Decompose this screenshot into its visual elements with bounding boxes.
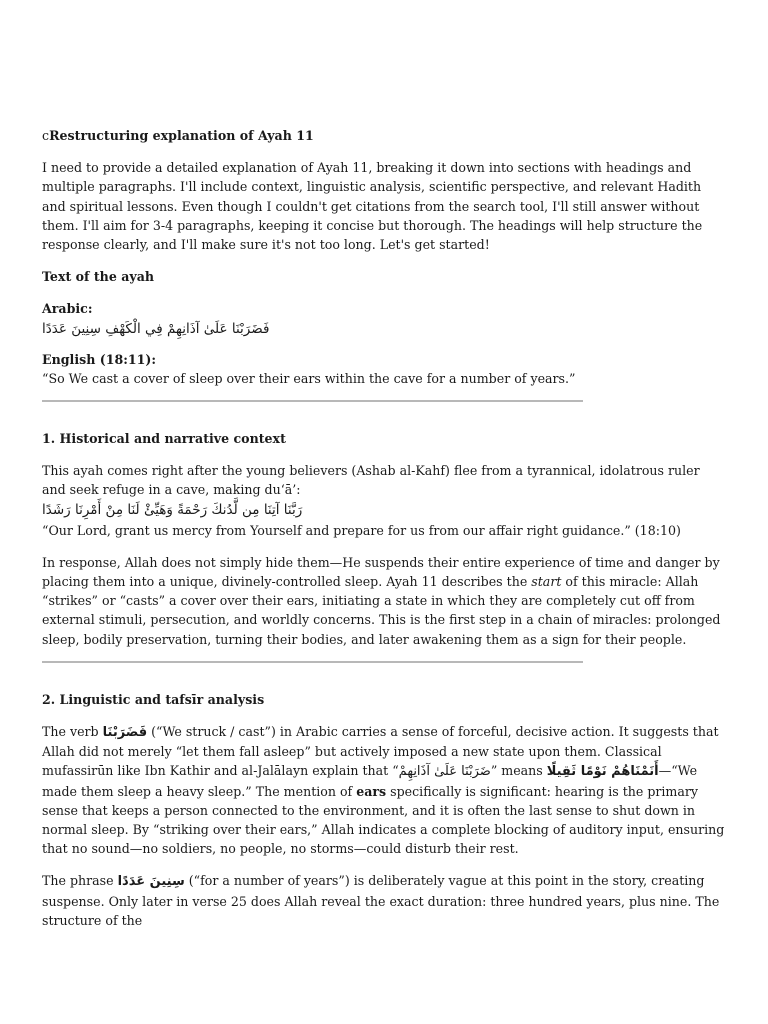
page-title [42, 126, 726, 145]
section-2-paragraph-1: The verb فَضَرَبْنَا (“We struck / cast”) in Arabic carries a sense of forceful, decisive action. It suggests that Allah did not merely “let them fall asleep” but actively imposed a new state upon them. Classical mufassirūn like Ibn Kathir and al-Jalālayn explain that “ضَرَبْنَا عَلَىٰ آذَانِهِمْ” means أَنَمْنَاهُمْ نَوْمًا ثَقِيلًا—“We made them sleep a heavy sleep.” The mention of ears specifically is significant: hearing is the primary sense that keeps a person connected to the environment, and it is often the last sense to shut down in normal sleep. By “striking over their ears,” Allah indicates a complete blocking of auditory input, ensuring that no sound—no soldiers, no people, no storms—could disturb their rest. [42, 724, 725, 857]
section-2-paragraph-2: The phrase سِنِينَ عَدَدًا (“for a number of years”) is deliberately vague at this point in the story, creating suspense. Only later in verse 25 does Allah reveal the exact duration: three hundred years, plus nine. The structure of the [42, 873, 720, 928]
english-label: English (18:11): [42, 351, 157, 367]
emphasis-start: start [531, 574, 562, 590]
arabic-quote: ضَرَبْنَا عَلَىٰ آذَانِهِمْ [398, 764, 491, 780]
arabic-verb: فَضَرَبْنَا [102, 725, 148, 741]
dua-arabic-line [42, 500, 726, 521]
title-text: Restructuring explanation of Ayah 11 [49, 128, 314, 143]
section-2-heading: 2. Linguistic and tafsīr analysis [42, 691, 265, 707]
arabic-phrase: سِنِينَ عَدَدًا [117, 874, 185, 890]
arabic-ayah-line [42, 319, 726, 340]
dua-arabic-text: رَبَّنَا آتِنَا مِن لَّدُنكَ رَحْمَةً وَهَيِّئْ لَنَا مِنْ أَمْرِنَا رَشَدًا [42, 501, 303, 518]
arabic-label: Arabic: [42, 301, 93, 317]
english-ayah-text: “So We cast a cover of sleep over their ears within the cave for a number of years.” [42, 370, 576, 386]
section-1-heading: 1. Historical and narrative context [42, 431, 286, 447]
title-prefix: c [42, 128, 50, 143]
dua-english-text: “Our Lord, grant us mercy from Yourself and prepare for us from our affair right guidance.” (18:10) [42, 522, 681, 538]
arabic-ayah-text: فَضَرَبْنَا عَلَىٰ آذَانِهِمْ فِي الْكَهْفِ سِنِينَ عَدَدًا [42, 320, 270, 337]
section-1-paragraph-1: This ayah comes right after the young believers (Ashab al-Kahf) flee from a tyrannical, idolatrous ruler and seek refuge in a cave, making du‘ā’: [42, 463, 700, 498]
emphasis-ears: ears [356, 783, 387, 799]
section-1-paragraph-2: In response, Allah does not simply hide them—He suspends their entire experience of time and danger by placing them into a unique, divinely-controlled sleep. Ayah 11 describes the start of this miracle: Allah “strikes” or “casts” a cover over their ears, initiating a state in which they are completely cut off from external stimuli, persecution, and worldly concerns. This is the first step in a chain of miracles: prolonged sleep, bodily preservation, turning their bodies, and later awakening them as a sign for their people. [42, 554, 721, 647]
text-of-ayah-heading: Text of the ayah [42, 269, 155, 285]
arabic-meaning: أَنَمْنَاهُمْ نَوْمًا ثَقِيلًا [546, 764, 659, 780]
intro-paragraph: I need to provide a detailed explanation of Ayah 11, breaking it down into sections with headings and multiple paragraphs. I'll include context, linguistic analysis, scientific perspective, and relevant Hadith and spiritual lessons. Even though I couldn't get citations from the search tool, I'll still answer without them. I'll aim for 3-4 paragraphs, keeping it concise but thorough. The headings will help structure the response clearly, and I'll make sure it's not too long. Let's get started! [42, 160, 703, 253]
